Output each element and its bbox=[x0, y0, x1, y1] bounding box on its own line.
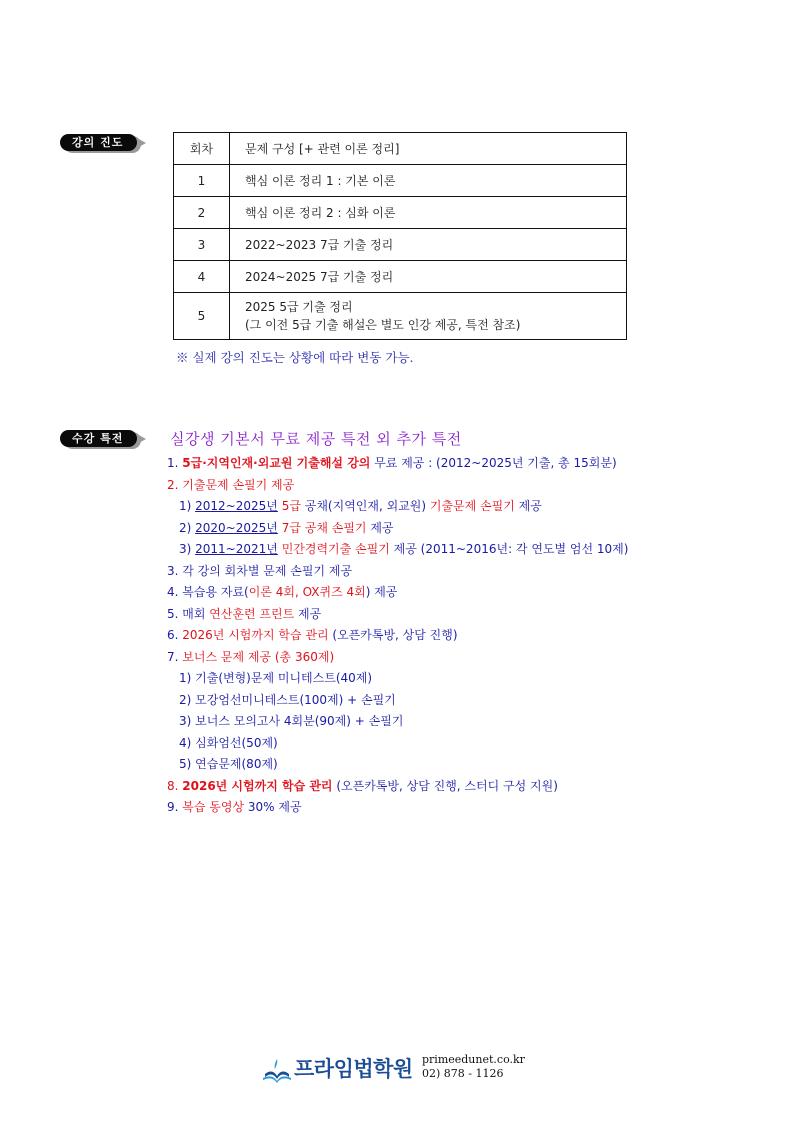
schedule-no: 1 bbox=[174, 165, 230, 197]
schedule-no: 4 bbox=[174, 261, 230, 293]
list-item bbox=[167, 797, 628, 819]
schedule-content-line: 2025 5급 기출 정리 bbox=[245, 300, 353, 314]
item-text: ) 제공 bbox=[365, 585, 398, 599]
schedule-content: 핵심 이론 정리 2 : 심화 이론 bbox=[230, 197, 627, 229]
table-row bbox=[174, 197, 627, 229]
item-text: 4) 심화엄선(50제) bbox=[179, 735, 278, 750]
list-item bbox=[167, 539, 628, 561]
item-years: 2012~2025년 bbox=[195, 499, 278, 513]
item-text: 6. bbox=[167, 628, 183, 642]
table-row bbox=[174, 165, 627, 197]
item-years: 2011~2021년 bbox=[195, 542, 278, 556]
item-emphasis: 복습 동영상 bbox=[182, 800, 245, 814]
item-emphasis: 5급 bbox=[277, 499, 301, 513]
item-text: 공채(지역인재, 외교원) bbox=[300, 499, 427, 513]
item-text: 2. 기출문제 손필기 제공 bbox=[167, 477, 295, 492]
schedule-no: 2 bbox=[174, 197, 230, 229]
schedule-content: 2022~2023 7급 기출 정리 bbox=[230, 229, 627, 261]
item-text: 제공 bbox=[514, 499, 542, 513]
item-years: 2020~2025년 bbox=[195, 520, 278, 535]
list-item bbox=[167, 453, 628, 475]
website-url: primeedunet.co.kr bbox=[422, 1053, 525, 1066]
item-emphasis: 이론 4회, OX퀴즈 4회 bbox=[248, 585, 366, 599]
table-row bbox=[174, 261, 627, 293]
item-text: 8. bbox=[167, 778, 183, 793]
list-item bbox=[167, 733, 628, 755]
benefits-badge: 수강 특전 bbox=[60, 430, 137, 447]
list-item bbox=[167, 754, 628, 776]
list-item bbox=[167, 496, 628, 518]
item-text: 2) 모강엄선미니테스트(100제) + 손필기 bbox=[179, 692, 396, 707]
item-emphasis: 5급·지역인재·외교원 기출해설 강의 bbox=[182, 456, 371, 470]
schedule-no: 3 bbox=[174, 229, 230, 261]
item-number: 1. bbox=[167, 456, 183, 470]
list-item bbox=[167, 625, 628, 647]
list-item bbox=[167, 690, 628, 712]
list-item bbox=[167, 711, 628, 733]
item-text: 1) 기출(변형)문제 미니테스트(40제) bbox=[179, 671, 373, 685]
list-item bbox=[167, 776, 628, 798]
item-emphasis: 민간경력기출 손필기 bbox=[277, 542, 390, 556]
item-text: (오픈카톡방, 상담 진행, 스터디 구성 지원) bbox=[332, 778, 558, 793]
item-text: 7. bbox=[167, 649, 183, 664]
item-number: 1) bbox=[179, 499, 196, 513]
item-emphasis: 보너스 문제 제공 (총 360제) bbox=[182, 649, 335, 664]
item-emphasis: 연산훈련 프린트 bbox=[209, 606, 295, 621]
schedule-header-content: 문제 구성 [+ 관련 이론 정리] bbox=[230, 133, 627, 165]
contact-info bbox=[422, 1053, 525, 1081]
item-text: 4. 복습용 자료( bbox=[167, 585, 249, 599]
list-item bbox=[167, 561, 628, 583]
schedule-header-row bbox=[174, 133, 627, 165]
list-item bbox=[167, 518, 628, 540]
schedule-header-no: 회차 bbox=[174, 133, 230, 165]
list-item bbox=[167, 647, 628, 669]
item-text: 무료 제공 : (2012~2025년 기출, 총 15회분) bbox=[370, 456, 617, 470]
list-item bbox=[167, 604, 628, 626]
logo-text: 프라임법학원 bbox=[294, 1057, 413, 1081]
benefits-title: 실강생 기본서 무료 제공 특전 외 추가 특전 bbox=[170, 430, 462, 448]
item-text: 제공 bbox=[294, 606, 322, 621]
item-text: 제공 bbox=[366, 520, 394, 535]
benefits-list bbox=[167, 453, 628, 819]
item-text: 제공 (2011~2016년: 각 연도별 엄선 10제) bbox=[389, 542, 629, 556]
schedule-note: ※ 실제 강의 진도는 상황에 따라 변동 가능. bbox=[176, 350, 414, 365]
list-item bbox=[167, 475, 628, 497]
item-text: 3. 각 강의 회차별 문제 손필기 제공 bbox=[167, 563, 353, 578]
schedule-content: 2024~2025 7급 기출 정리 bbox=[230, 261, 627, 293]
item-emphasis: 7급 공채 손필기 bbox=[277, 520, 367, 535]
schedule-content bbox=[230, 293, 627, 340]
item-text: 5) 연습문제(80제) bbox=[179, 757, 278, 771]
progress-badge: 강의 진도 bbox=[60, 134, 137, 151]
table-row bbox=[174, 293, 627, 340]
schedule-table bbox=[173, 132, 627, 340]
item-text: (오픈카톡방, 상담 진행) bbox=[328, 628, 458, 642]
table-row bbox=[174, 229, 627, 261]
item-text: 30% 제공 bbox=[244, 800, 302, 814]
item-text: 3) 보너스 모의고사 4회분(90제) + 손필기 bbox=[179, 714, 404, 728]
item-text: 9. bbox=[167, 800, 183, 814]
list-item bbox=[167, 668, 628, 690]
item-emphasis: 2026년 시험까지 학습 관리 bbox=[182, 778, 333, 793]
item-emphasis: 2026년 시험까지 학습 관리 bbox=[182, 628, 329, 642]
list-item bbox=[167, 582, 628, 604]
item-number: 3) bbox=[179, 542, 196, 556]
open-book-icon bbox=[262, 1054, 292, 1084]
schedule-content-line: (그 이전 5급 기출 해설은 별도 인강 제공, 특전 참조) bbox=[245, 318, 521, 332]
item-emphasis: 기출문제 손필기 bbox=[426, 499, 515, 513]
schedule-content: 핵심 이론 정리 1 : 기본 이론 bbox=[230, 165, 627, 197]
schedule-no: 5 bbox=[174, 293, 230, 340]
item-number: 2) bbox=[179, 520, 196, 535]
phone-number: 02) 878 - 1126 bbox=[422, 1067, 504, 1080]
item-text: 5. 매회 bbox=[167, 606, 210, 621]
